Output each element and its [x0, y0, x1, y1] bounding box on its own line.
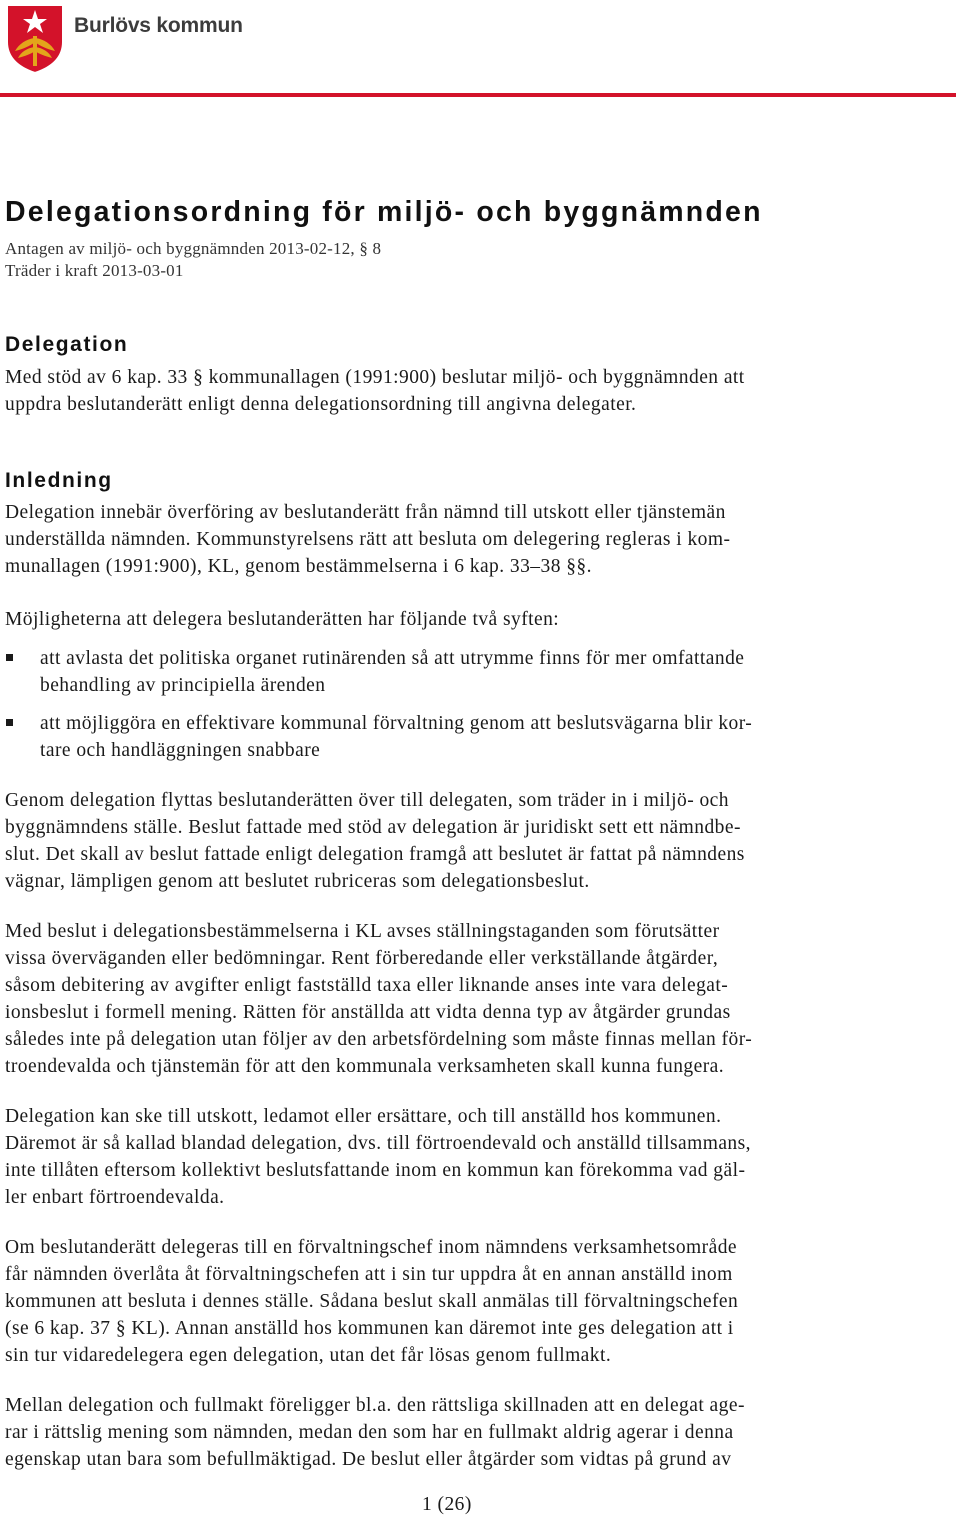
paragraph-line: såsom debitering av avgifter enligt fastställd taxa eller liknande anses inte vara delegat-	[5, 975, 729, 996]
bullet-item-line: att avlasta det politiska organet rutinärenden så att utrymme finns för mer omfattande	[40, 648, 745, 669]
paragraph-line: Däremot är så kallad blandad delegation, dvs. till förtroendevald och anställd tillsammans,	[5, 1133, 751, 1154]
effective-line: Träder i kraft 2013-03-01	[5, 261, 184, 280]
paragraph-line: troendevalda och tjänstemän för att den kommunala verksamheten skall kunna fungera.	[5, 1056, 725, 1077]
paragraph-line: inte tillåten eftersom kollektivt beslutsfattande inom en kommun kan förekomma vad gäl-	[5, 1160, 746, 1181]
paragraph-line: ler enbart förtroendevalda.	[5, 1187, 225, 1208]
paragraph-line: munallagen (1991:900), KL, genom bestämmelserna i 6 kap. 33–38 §§.	[5, 556, 592, 577]
section-heading-inledning: Inledning	[5, 469, 113, 492]
paragraph-line: Genom delegation flyttas beslutanderätten över till delegaten, som träder in i miljö- och	[5, 790, 729, 811]
paragraph-line: vägnar, lämpligen genom att beslutet rubriceras som delegationsbeslut.	[5, 871, 590, 892]
paragraph-line: sin tur vidaredelegera egen delegation, utan det får lösas genom fullmakt.	[5, 1345, 612, 1366]
paragraph-line: vissa överväganden eller bedömningar. Rent förberedande eller verkställande åtgärder,	[5, 948, 719, 969]
municipal-coat-of-arms-icon	[4, 2, 66, 74]
paragraph-line: Möjligheterna att delegera beslutanderätten har följande två syften:	[5, 609, 560, 630]
brand-name: Burlövs kommun	[74, 14, 243, 37]
paragraph-line: underställda nämnden. Kommunstyrelsens rätt att besluta om delegering regleras i kom-	[5, 529, 731, 550]
bullet-item-line: tare och handläggningen snabbare	[40, 740, 321, 761]
paragraph-line: egenskap utan bara som befullmäktigad. De beslut eller åtgärder som vidtas på grund av	[5, 1449, 732, 1470]
paragraph-line: byggnämndens ställe. Beslut fattade med stöd av delegation är juridiskt sett ett nämndbe-	[5, 817, 741, 838]
paragraph-line: får nämnden överlåta åt förvaltningschefen att i sin tur uppdra åt en annan anställd inom	[5, 1264, 733, 1285]
bullet-item-line: att möjliggöra en effektivare kommunal förvaltning genom att beslutsvägarna blir kor-	[40, 713, 753, 734]
paragraph-line: Med beslut i delegationsbestämmelserna i KL avses ställningstaganden som förutsätter	[5, 921, 720, 942]
section-heading-delegation: Delegation	[5, 333, 129, 356]
paragraph-line: Mellan delegation och fullmakt föreligger bl.a. den rättsliga skillnaden att en delegat age-	[5, 1395, 745, 1416]
page-number: 1 (26)	[422, 1494, 472, 1515]
paragraph-line: Delegation kan ske till utskott, ledamot eller ersättare, och till anställd hos kommunen.	[5, 1106, 722, 1127]
paragraph-line: kommunen att besluta i dennes ställe. Sådana beslut skall anmälas till förvaltningschefen	[5, 1291, 739, 1312]
paragraph-line: Med stöd av 6 kap. 33 § kommunallagen (1991:900) beslutar miljö- och byggnämnden att	[5, 367, 745, 388]
bullet-square-icon	[6, 654, 13, 661]
paragraph-line: (se 6 kap. 37 § KL). Annan anställd hos kommunen kan däremot inte ges delegation att i	[5, 1318, 734, 1339]
paragraph-line: slut. Det skall av beslut fattade enligt delegation framgå att beslutet är fattat på nämndens	[5, 844, 745, 865]
paragraph-line: Delegation innebär överföring av beslutanderätt från nämnd till utskott eller tjänstemän	[5, 502, 726, 523]
paragraph-line: ionsbeslut i formell mening. Rätten för anställda att vidta denna typ av åtgärder grundas	[5, 1002, 731, 1023]
document-title: Delegationsordning för miljö- och byggnämnden	[5, 196, 763, 228]
paragraph-line: rar i rättslig mening som nämnden, medan den som har en fullmakt aldrig agerar i denna	[5, 1422, 734, 1443]
bullet-item-line: behandling av principiella ärenden	[40, 675, 326, 696]
adopted-line: Antagen av miljö- och byggnämnden 2013-02-12, § 8	[5, 239, 382, 258]
bullet-square-icon	[6, 719, 13, 726]
paragraph-line: uppdra beslutanderätt enligt denna delegationsordning till angivna delegater.	[5, 394, 637, 415]
paragraph-line: Om beslutanderätt delegeras till en förvaltningschef inom nämndens verksamhetsområde	[5, 1237, 738, 1258]
paragraph-line: således inte på delegation utan följer av den arbetsfördelning som måste finnas mellan för-	[5, 1029, 753, 1050]
header-divider	[0, 93, 956, 97]
